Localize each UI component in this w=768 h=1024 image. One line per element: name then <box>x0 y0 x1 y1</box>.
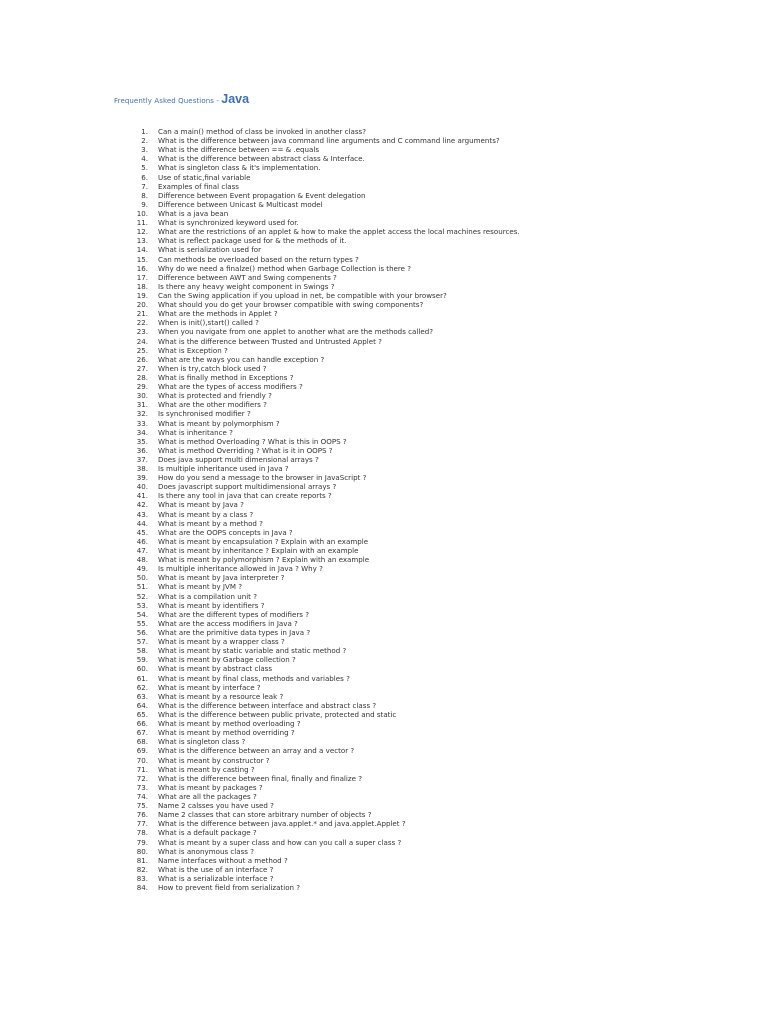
question-number: 11. <box>136 218 148 228</box>
question-text: Is multiple inheritance used in Java ? <box>158 464 289 474</box>
question-text: What is meant by Garbage collection ? <box>158 655 296 665</box>
question-item <box>120 182 720 191</box>
question-text: Name 2 calsses you have used ? <box>158 801 274 811</box>
question-number: 73. <box>136 782 148 792</box>
question-number: 81. <box>136 855 148 865</box>
question-item <box>120 582 720 591</box>
question-text: What is the difference between an array and a vector ? <box>158 746 355 756</box>
question-item <box>120 856 720 865</box>
question-number: 23. <box>136 327 148 337</box>
question-item <box>120 528 720 537</box>
question-item <box>120 510 720 519</box>
question-text: How to prevent field from serialization ? <box>158 883 301 893</box>
question-item <box>120 546 720 555</box>
question-number: 57. <box>136 637 148 647</box>
question-text: What is finally method in Exceptions ? <box>158 372 294 382</box>
question-text: What is a default package ? <box>158 828 257 838</box>
question-number: 66. <box>136 719 148 729</box>
question-number: 64. <box>136 700 148 710</box>
question-number: 40. <box>136 482 148 492</box>
question-text: What is the difference between final, finally and finalize ? <box>158 773 362 783</box>
question-number: 36. <box>136 445 148 455</box>
question-number: 20. <box>136 300 148 310</box>
question-text: What is anonymous class ? <box>158 846 255 856</box>
question-text: Examples of final class <box>158 181 239 191</box>
question-item <box>120 519 720 528</box>
question-text: What is protected and friendly ? <box>158 391 272 401</box>
question-text: What is the difference between Trusted and Untrusted Applet ? <box>158 336 382 346</box>
question-item <box>120 564 720 573</box>
question-number: 56. <box>136 628 148 638</box>
question-item <box>120 309 720 318</box>
question-item <box>120 819 720 828</box>
question-number: 34. <box>136 427 148 437</box>
question-text: When you navigate from one applet to another what are the methods called? <box>158 327 433 337</box>
question-number: 83. <box>136 873 148 883</box>
question-item <box>120 592 720 601</box>
question-text: What is meant by final class, methods and variables ? <box>158 673 350 683</box>
question-text: What is meant by casting ? <box>158 764 255 774</box>
question-item <box>120 391 720 400</box>
question-text: What are the primitive data types in Java ? <box>158 628 311 638</box>
question-item <box>120 610 720 619</box>
question-text: What is meant by a super class and how can you call a super class ? <box>158 837 402 847</box>
question-item <box>120 300 720 309</box>
question-text: What is meant by Java interpreter ? <box>158 573 285 583</box>
question-number: 72. <box>136 773 148 783</box>
question-number: 76. <box>136 810 148 820</box>
question-number: 33. <box>136 418 148 428</box>
question-text: What is inheritance ? <box>158 427 233 437</box>
question-number: 18. <box>136 281 148 291</box>
question-item <box>120 428 720 437</box>
question-text: What is meant by static variable and static method ? <box>158 646 347 656</box>
question-number: 77. <box>136 819 148 829</box>
question-text: Can a main() method of class be invoked in another class? <box>158 127 366 136</box>
question-number: 35. <box>136 436 148 446</box>
question-number: 9. <box>141 199 148 209</box>
question-number: 80. <box>136 846 148 856</box>
question-item <box>120 537 720 546</box>
question-number: 47. <box>136 546 148 556</box>
question-item <box>120 646 720 655</box>
question-text: Is there any heavy weight component in Swings ? <box>158 281 335 291</box>
question-text: What is the use of an interface ? <box>158 864 274 874</box>
question-text: What is meant by a resource leak ? <box>158 691 284 701</box>
question-number: 50. <box>136 573 148 583</box>
question-number: 24. <box>136 336 148 346</box>
question-item <box>120 136 720 145</box>
question-number: 46. <box>136 536 148 546</box>
question-item <box>120 810 720 819</box>
question-text: Does java support multi dimensional arrays ? <box>158 454 319 464</box>
question-item <box>120 346 720 355</box>
question-item <box>120 719 720 728</box>
question-number: 30. <box>136 391 148 401</box>
question-item <box>120 701 720 710</box>
question-item <box>120 883 720 892</box>
question-text: Is there any tool in java that can create reports ? <box>158 491 332 501</box>
question-number: 68. <box>136 737 148 747</box>
question-item <box>120 847 720 856</box>
question-text: Name 2 classes that can store arbitrary number of objects ? <box>158 810 372 820</box>
question-text: When is init(),start() called ? <box>158 318 259 328</box>
question-item <box>120 236 720 245</box>
question-item <box>120 874 720 883</box>
question-item <box>120 728 720 737</box>
question-text: What is meant by encapsulation ? Explain with an example <box>158 536 369 546</box>
question-number: 84. <box>136 883 148 893</box>
question-text: What is meant by inheritance ? Explain with an example <box>158 546 359 556</box>
question-text: What is meant by JVM ? <box>158 582 243 592</box>
question-number: 15. <box>136 254 148 264</box>
question-text: What is the difference between public private, protected and static <box>158 710 397 719</box>
question-text: What is meant by constructor ? <box>158 755 270 765</box>
question-text: What is a java bean <box>158 208 229 218</box>
question-text: What is the difference between java.applet.* and java.applet.Applet ? <box>158 819 406 829</box>
question-text: Can methods be overloaded based on the return types ? <box>158 254 359 264</box>
question-item <box>120 655 720 664</box>
question-number: 8. <box>141 190 148 200</box>
question-text: What are all the packages ? <box>158 791 257 801</box>
question-item <box>120 245 720 254</box>
question-text: Name interfaces without a method ? <box>158 855 288 865</box>
question-number: 4. <box>141 154 148 164</box>
question-number: 79. <box>136 837 148 847</box>
question-text: What are the ways you can handle exception ? <box>158 354 325 364</box>
question-item <box>120 500 720 509</box>
question-list <box>120 127 720 892</box>
question-item <box>120 364 720 373</box>
question-text: What is meant by identifiers ? <box>158 600 265 610</box>
question-text: What is method Overloading ? What is this in OOPS ? <box>158 436 347 446</box>
question-item <box>120 783 720 792</box>
title-prefix: Frequently Asked Questions - <box>114 97 222 105</box>
question-text: What is meant by method overriding ? <box>158 728 295 738</box>
question-item <box>120 765 720 774</box>
question-item <box>120 382 720 391</box>
question-number: 43. <box>136 509 148 519</box>
question-number: 48. <box>136 555 148 565</box>
question-number: 21. <box>136 309 148 319</box>
question-item <box>120 200 720 209</box>
question-text: How do you send a message to the browser in JavaScript ? <box>158 473 367 483</box>
question-number: 28. <box>136 372 148 382</box>
question-number: 62. <box>136 682 148 692</box>
question-item <box>120 637 720 646</box>
question-number: 37. <box>136 454 148 464</box>
question-number: 69. <box>136 746 148 756</box>
question-text: Why do we need a finalze() method when Garbage Collection is there ? <box>158 263 412 273</box>
question-item <box>120 573 720 582</box>
question-item <box>120 664 720 673</box>
question-number: 27. <box>136 363 148 373</box>
question-item <box>120 191 720 200</box>
question-number: 39. <box>136 473 148 483</box>
question-text: What are the methods in Applet ? <box>158 309 278 319</box>
question-item <box>120 227 720 236</box>
question-text: What are the types of access modifiers ? <box>158 382 303 392</box>
question-number: 5. <box>141 163 148 173</box>
question-text: What should you do get your browser compatible with swing components? <box>158 300 424 310</box>
question-item <box>120 692 720 701</box>
question-item <box>120 154 720 163</box>
question-number: 78. <box>136 828 148 838</box>
question-number: 49. <box>136 564 148 574</box>
question-item <box>120 838 720 847</box>
page-title <box>114 90 249 106</box>
question-number: 19. <box>136 290 148 300</box>
question-item <box>120 619 720 628</box>
question-number: 16. <box>136 263 148 273</box>
question-text: What is a compilation unit ? <box>158 591 257 601</box>
question-text: What is meant by a method ? <box>158 518 263 528</box>
question-text: What are the restrictions of an applet & how to make the applet access the local machines resources. <box>158 227 520 237</box>
question-number: 51. <box>136 582 148 592</box>
question-number: 82. <box>136 864 148 874</box>
question-text: Difference between Event propagation & Event delegation <box>158 190 366 200</box>
question-number: 1. <box>141 127 148 136</box>
question-item <box>120 455 720 464</box>
question-text: Is synchronised modifier ? <box>158 409 251 419</box>
question-item <box>120 255 720 264</box>
question-item <box>120 801 720 810</box>
question-number: 14. <box>136 245 148 255</box>
question-text: What is Exception ? <box>158 345 228 355</box>
question-text: What are the different types of modifiers ? <box>158 609 309 619</box>
question-item <box>120 327 720 336</box>
question-number: 6. <box>141 172 148 182</box>
question-text: Does javascript support multidimensional arrays ? <box>158 482 337 492</box>
question-item <box>120 865 720 874</box>
question-text: What is the difference between abstract class & Interface. <box>158 154 365 164</box>
question-text: What is meant by packages ? <box>158 782 263 792</box>
question-item <box>120 674 720 683</box>
question-text: Can the Swing application if you upload in net, be compatible with your browser? <box>158 290 447 300</box>
question-number: 12. <box>136 227 148 237</box>
question-number: 42. <box>136 500 148 510</box>
question-item <box>120 173 720 182</box>
question-text: What is singleton class ? <box>158 737 246 747</box>
question-number: 32. <box>136 409 148 419</box>
question-text: What are the other modifiers ? <box>158 400 267 410</box>
question-number: 75. <box>136 801 148 811</box>
question-number: 52. <box>136 591 148 601</box>
question-text: Use of static,final variable <box>158 172 251 182</box>
question-item <box>120 291 720 300</box>
question-text: What is meant by a wrapper class ? <box>158 637 285 647</box>
question-item <box>120 464 720 473</box>
question-text: What are the OOPS concepts in Java ? <box>158 527 293 537</box>
question-text: What is reflect package used for & the methods of it. <box>158 236 347 246</box>
title-main: Java <box>221 92 250 106</box>
question-number: 61. <box>136 673 148 683</box>
question-number: 2. <box>141 136 148 146</box>
question-number: 3. <box>141 145 148 155</box>
question-item <box>120 264 720 273</box>
question-item <box>120 746 720 755</box>
question-number: 55. <box>136 618 148 628</box>
question-text: What are the access modifiers in Java ? <box>158 618 298 628</box>
question-text: What is meant by polymorphism ? Explain with an example <box>158 555 370 565</box>
question-text: What is meant by Java ? <box>158 500 244 510</box>
question-number: 74. <box>136 791 148 801</box>
question-item <box>120 446 720 455</box>
question-number: 41. <box>136 491 148 501</box>
question-item <box>120 473 720 482</box>
question-number: 13. <box>136 236 148 246</box>
question-item <box>120 409 720 418</box>
question-item <box>120 683 720 692</box>
question-number: 54. <box>136 609 148 619</box>
question-item <box>120 482 720 491</box>
question-item <box>120 163 720 172</box>
question-item <box>120 628 720 637</box>
question-number: 70. <box>136 755 148 765</box>
question-text: What is singleton class & it's implementation. <box>158 163 321 173</box>
question-item <box>120 400 720 409</box>
question-item <box>120 792 720 801</box>
question-number: 67. <box>136 728 148 738</box>
question-item <box>120 337 720 346</box>
question-item <box>120 774 720 783</box>
question-number: 60. <box>136 664 148 674</box>
question-text: What is the difference between == & .equals <box>158 145 320 155</box>
question-item <box>120 756 720 765</box>
question-text: What is method Overriding ? What is it in OOPS ? <box>158 445 333 455</box>
question-text: Difference between Unicast & Multicast model <box>158 199 323 209</box>
question-number: 59. <box>136 655 148 665</box>
question-number: 17. <box>136 272 148 282</box>
question-item <box>120 419 720 428</box>
question-item <box>120 282 720 291</box>
question-text: Is multiple inheritance allowed in Java ? Why ? <box>158 564 323 574</box>
question-number: 38. <box>136 464 148 474</box>
question-text: What is a serializable interface ? <box>158 873 274 883</box>
question-text: What is meant by a class ? <box>158 509 254 519</box>
question-number: 58. <box>136 646 148 656</box>
question-item <box>120 828 720 837</box>
question-text: What is meant by interface ? <box>158 682 261 692</box>
question-number: 71. <box>136 764 148 774</box>
question-number: 26. <box>136 354 148 364</box>
question-text: What is meant by polymorphism ? <box>158 418 280 428</box>
question-text: What is meant by method overloading ? <box>158 719 301 729</box>
question-number: 53. <box>136 600 148 610</box>
question-item <box>120 127 720 136</box>
question-number: 31. <box>136 400 148 410</box>
question-number: 65. <box>136 710 148 719</box>
question-text: What is meant by abstract class <box>158 664 273 674</box>
question-number: 7. <box>141 181 148 191</box>
question-number: 45. <box>136 527 148 537</box>
question-item <box>120 437 720 446</box>
question-item <box>120 373 720 382</box>
question-item <box>120 218 720 227</box>
question-number: 44. <box>136 518 148 528</box>
question-number: 10. <box>136 208 148 218</box>
question-text: When is try,catch block used ? <box>158 363 267 373</box>
question-item <box>120 273 720 282</box>
question-item <box>120 491 720 500</box>
question-item <box>120 355 720 364</box>
question-number: 63. <box>136 691 148 701</box>
question-item <box>120 710 720 719</box>
question-item <box>120 737 720 746</box>
question-item <box>120 601 720 610</box>
question-number: 29. <box>136 382 148 392</box>
question-text: Difference between AWT and Swing compenents ? <box>158 272 337 282</box>
question-text: What is the difference between java command line arguments and C command line arguments? <box>158 136 500 146</box>
question-text: What is the difference between interface and abstract class ? <box>158 700 377 710</box>
question-number: 22. <box>136 318 148 328</box>
question-text: What is synchronized keyword used for. <box>158 218 299 228</box>
question-text: What is serialization used for <box>158 245 262 255</box>
question-item <box>120 145 720 154</box>
question-item <box>120 555 720 564</box>
question-item <box>120 209 720 218</box>
question-number: 25. <box>136 345 148 355</box>
question-item <box>120 318 720 327</box>
